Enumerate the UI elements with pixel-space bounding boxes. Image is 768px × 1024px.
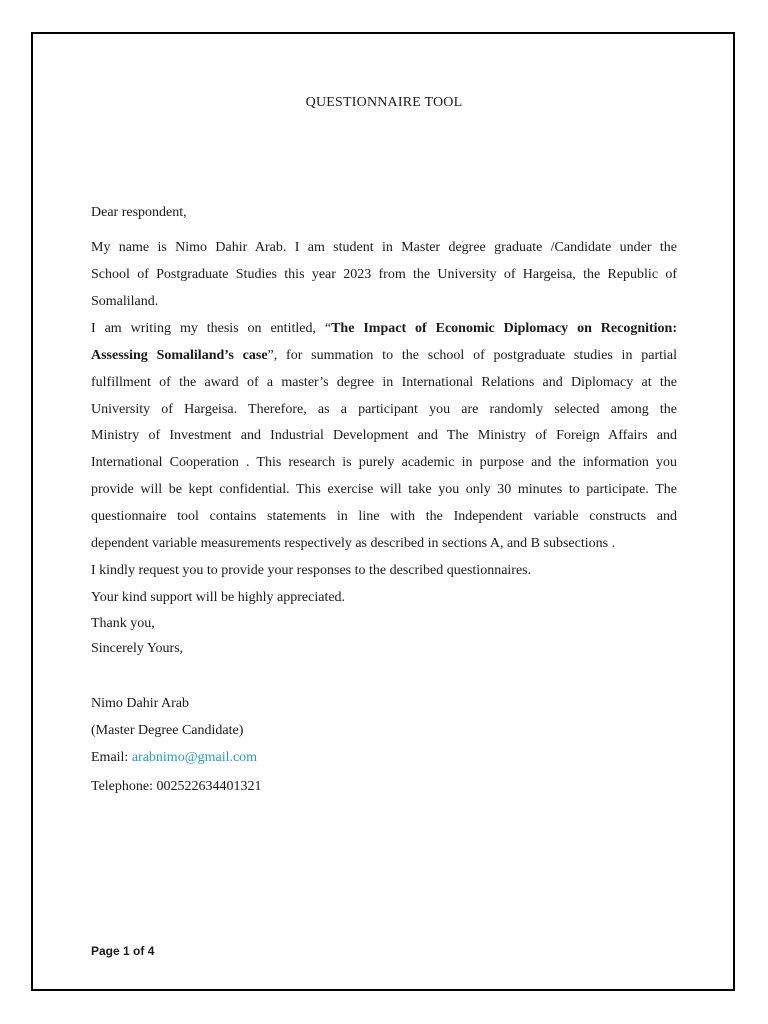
request-line: I kindly request you to provide your responses to the described questionnaires. bbox=[91, 563, 532, 578]
page-total: 4 bbox=[147, 944, 155, 958]
thesis-title-part-2: Assessing Somaliland’s case bbox=[91, 348, 268, 363]
closing-line: Sincerely Yours, bbox=[91, 641, 184, 656]
telephone-value: 002522634401321 bbox=[156, 779, 262, 794]
thesis-title-part-1: The Impact of Economic Diplomacy on Recognition: bbox=[331, 321, 678, 336]
signature-role: (Master Degree Candidate) bbox=[91, 723, 244, 738]
telephone-line bbox=[91, 779, 262, 795]
thesis-line-1-prefix: I am writing my thesis on entitled, “ bbox=[91, 321, 332, 336]
telephone-label: Telephone: bbox=[91, 779, 157, 794]
thesis-line-2-rest: ”, for summation to the school of postgraduate studies in partial bbox=[267, 348, 677, 363]
thesis-line-9: dependent variable measurements respectively as described in sections A, and B subsections . bbox=[91, 536, 616, 551]
thesis-line-2 bbox=[91, 348, 677, 364]
thesis-line-6: International Cooperation . This research is purely academic in purpose and the information you bbox=[91, 455, 677, 470]
thesis-line-7: provide will be kept confidential. This exercise will take you only 30 minutes to participate. The bbox=[91, 482, 677, 497]
page-current: 1 bbox=[123, 944, 130, 958]
intro-line-1: My name is Nimo Dahir Arab. I am student in Master degree graduate /Candidate under the bbox=[91, 240, 677, 255]
thesis-line-8: questionnaire tool contains statements in line with the Independent variable constructs and bbox=[91, 509, 677, 524]
greeting: Dear respondent, bbox=[91, 205, 187, 220]
page-of: of bbox=[129, 944, 148, 958]
thesis-line-4: University of Hargeisa. Therefore, as a participant you are randomly selected among the bbox=[91, 402, 677, 417]
page-number bbox=[91, 944, 154, 958]
thesis-line-5: Ministry of Investment and Industrial Development and The Ministry of Foreign Affairs and bbox=[91, 428, 677, 443]
intro-line-3: Somaliland. bbox=[91, 294, 159, 309]
page-prefix: Page bbox=[91, 944, 124, 958]
intro-line-2: School of Postgraduate Studies this year 2023 from the University of Hargeisa, the Republic of bbox=[91, 267, 677, 282]
document-title: QUESTIONNAIRE TOOL bbox=[305, 95, 463, 110]
thesis-line-3: fulfillment of the award of a master’s degree in International Relations and Diplomacy at the bbox=[91, 375, 677, 390]
signature-name: Nimo Dahir Arab bbox=[91, 696, 189, 711]
appreciation-line: Your kind support will be highly appreciated. bbox=[91, 590, 346, 605]
email-line bbox=[91, 750, 257, 766]
thesis-line-1 bbox=[91, 321, 677, 337]
email-link[interactable]: arabnimo@gmail.com bbox=[131, 750, 258, 765]
email-label: Email: bbox=[91, 750, 132, 765]
thanks-line: Thank you, bbox=[91, 616, 155, 631]
